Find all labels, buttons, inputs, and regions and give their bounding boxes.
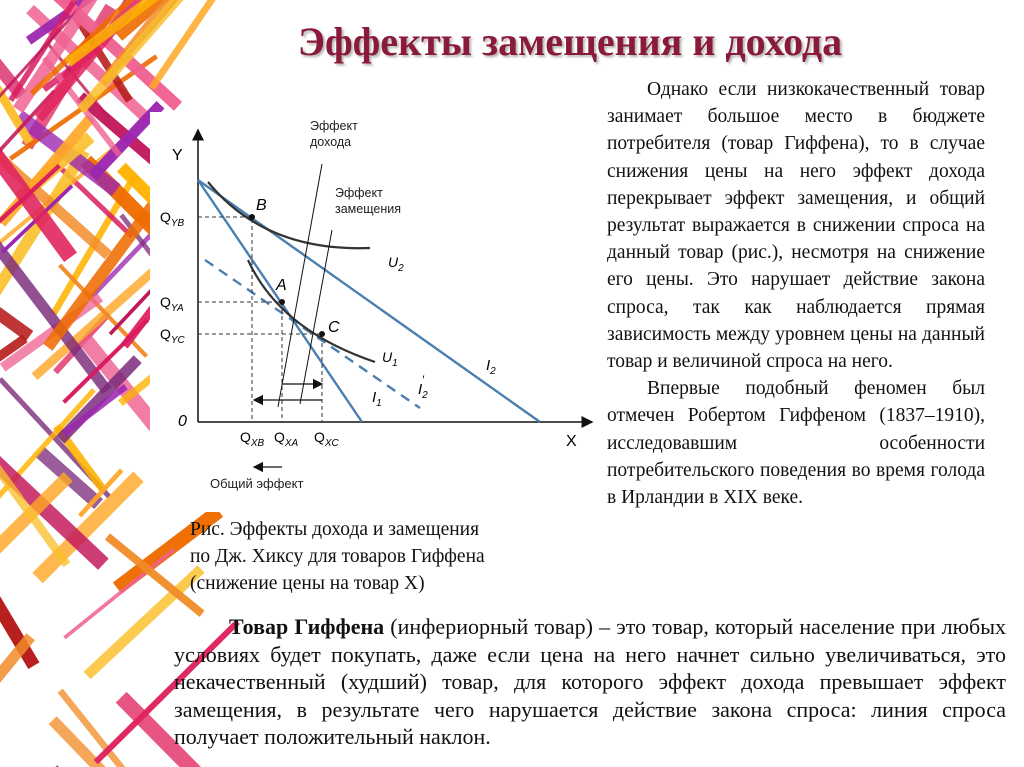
origin-label: 0 (178, 413, 187, 430)
caption-line-3: (снижение цены на товар X) (190, 573, 425, 594)
q-ya-label: $Q_{YA}$ (160, 294, 184, 314)
point-c (319, 331, 325, 337)
q-xb-label: $Q_{XB}$ (240, 429, 265, 449)
hicks-giffen-figure (150, 112, 600, 512)
total-effect-label: Общий эффект (210, 476, 304, 491)
q-xc-label: $Q_{XC}$ (314, 429, 339, 449)
point-a-label: A (276, 277, 287, 294)
caption-line-1: Рис. Эффекты дохода и замещения (190, 519, 480, 540)
explanation-paragraph-1: Однако если низкокачественный товар занимает большое место в бюджете потребителя (товар Гиффена), то в случае снижения цены на него эффект дохода перекрывает эффект замещения, и общий результат выражается в снижении спроса на данный товар (рис.), несмотря на снижение его цены. Это нарушает действие закона спроса, так как наблюдается прямая зависимость между уровнем цены на данный товар и величиной спроса на него. (607, 79, 985, 373)
figure-caption (190, 516, 560, 597)
u1-label: $U_1$ (382, 349, 398, 369)
point-b (249, 214, 255, 220)
explanation-text (607, 76, 985, 511)
q-yc-label: $Q_{YC}$ (160, 326, 185, 346)
u2-label: $U_2$ (388, 254, 404, 274)
substitution-effect-label: Эффект замещения (335, 186, 401, 216)
i1-label: $I_1$ (372, 389, 382, 409)
slide-title: Эффекты замещения и дохода (297, 19, 843, 64)
definition-term: Товар Гиффена (229, 614, 385, 639)
x-axis-label: X (566, 433, 577, 450)
giffen-definition (174, 613, 1006, 751)
definition-text: (инфериорный товар) – это товар, который население при любых условиях будет покупать, даже если цена на него начнет сильно увеличиваться, это некачественный (худший) товар, для которого эффект дохода превышает эффект замещения, в результате чего нарушается действие закона спроса: линия спроса получает положительный наклон. (174, 614, 1006, 750)
guide-lines (198, 217, 322, 422)
decorative-stripe (64, 549, 174, 638)
hicks-diagram (150, 112, 600, 512)
point-a (279, 299, 285, 305)
i2-label: $I_2$ (486, 357, 496, 377)
decorative-stripe (0, 290, 30, 336)
q-yb-label: $Q_{YB}$ (160, 209, 185, 229)
decorative-stripe (0, 637, 31, 719)
point-b-label: B (256, 197, 267, 214)
point-c-label: C (328, 319, 340, 336)
q-xa-label: $Q_{XA}$ (274, 429, 299, 449)
y-axis-label: Y (172, 147, 183, 164)
explanation-paragraph-2: Впервые подобный феномен был отмечен Робертом Гиффеном (1837–1910), исследовавшим особенности потребительского поведения во время голода в Ирландии в XIX веке. (607, 378, 985, 509)
i2-prime-label: $I_2'$ (418, 373, 428, 401)
caption-line-2: по Дж. Хиксу для товаров Гиффена (190, 546, 485, 567)
income-effect-label: Эффект дохода (310, 119, 358, 149)
